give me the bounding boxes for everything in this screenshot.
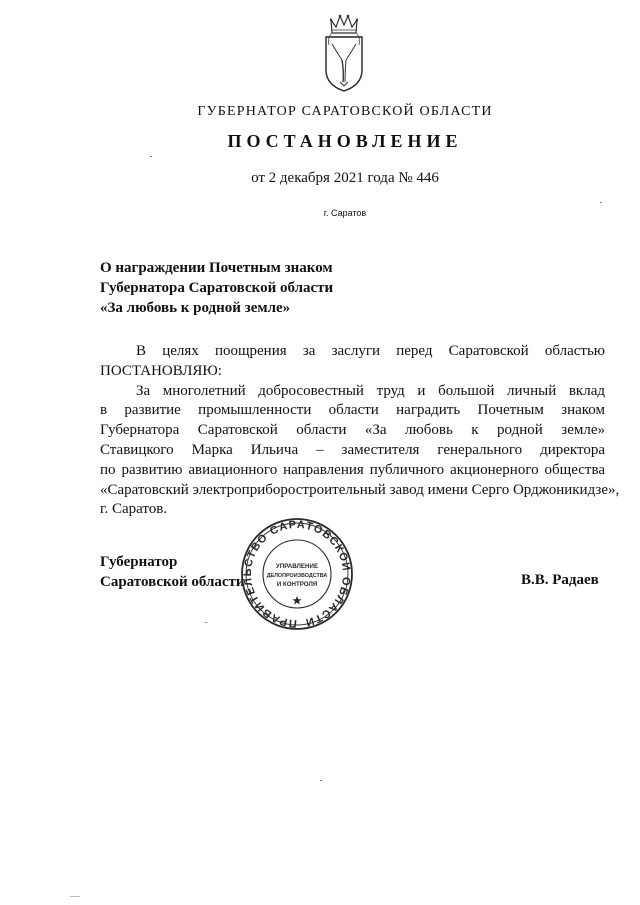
signatory-title-line: Саратовской области xyxy=(100,574,245,590)
document-body xyxy=(100,342,620,520)
signatory-title xyxy=(100,552,245,592)
scan-speck xyxy=(70,896,80,897)
scan-speck xyxy=(320,780,322,781)
subject-line: «За любовь к родной земле» xyxy=(100,300,291,316)
signatory-title-line: Губернатор xyxy=(100,554,178,570)
scan-speck xyxy=(150,156,152,157)
document-type: ПОСТАНОВЛЕНИЕ xyxy=(227,131,463,151)
body-line: Губернатора Саратовской области «За любовь к родной земле» xyxy=(100,422,605,439)
body-line: ПОСТАНОВЛЯЮ: xyxy=(100,362,222,379)
stamp-outer-text: ПРАВИТЕЛЬСТВО САРАТОВСКОЙ ОБЛАСТИ xyxy=(241,518,353,630)
body-line: Ставицкого Марка Ильича – заместителя генерального директора xyxy=(100,441,605,458)
body-line: г. Саратов. xyxy=(100,501,168,518)
scan-speck xyxy=(205,622,207,623)
subject-line: Губернатора Саратовской области xyxy=(100,280,334,296)
stamp-inner-text: УПРАВЛЕНИЕ xyxy=(275,563,319,570)
body-line: В целях поощрения за заслуги перед Саратовской областью xyxy=(136,343,605,359)
official-stamp xyxy=(234,516,360,634)
document-city: г. Саратов xyxy=(323,208,367,218)
signatory-name: В.В. Радаев xyxy=(521,572,599,588)
stamp-inner-text: И КОНТРОЛЯ xyxy=(276,581,318,588)
body-line: по развитию авиационного направления публичного акционерного общества xyxy=(100,461,605,478)
saratov-coat-of-arms-icon xyxy=(322,14,366,92)
document-date-number: от 2 декабря 2021 года № 446 xyxy=(251,170,439,186)
subject-line: О награждении Почетным знаком xyxy=(100,260,333,276)
stamp-inner-text: ДЕЛОПРОИЗВОДСТВА xyxy=(266,573,328,579)
body-line: в развитие промышленности области наградить Почетным знаком xyxy=(100,402,605,419)
body-line: «Саратовский электроприборостроительный завод имени Серго Орджоникидзе», xyxy=(100,481,620,498)
stamp-star-icon xyxy=(292,596,301,605)
body-line: За многолетний добросовестный труд и большой личный вклад xyxy=(136,382,605,399)
scan-speck xyxy=(600,202,602,203)
issuing-authority: ГУБЕРНАТОР САРАТОВСКОЙ ОБЛАСТИ xyxy=(197,104,493,119)
document-subject xyxy=(100,258,333,318)
